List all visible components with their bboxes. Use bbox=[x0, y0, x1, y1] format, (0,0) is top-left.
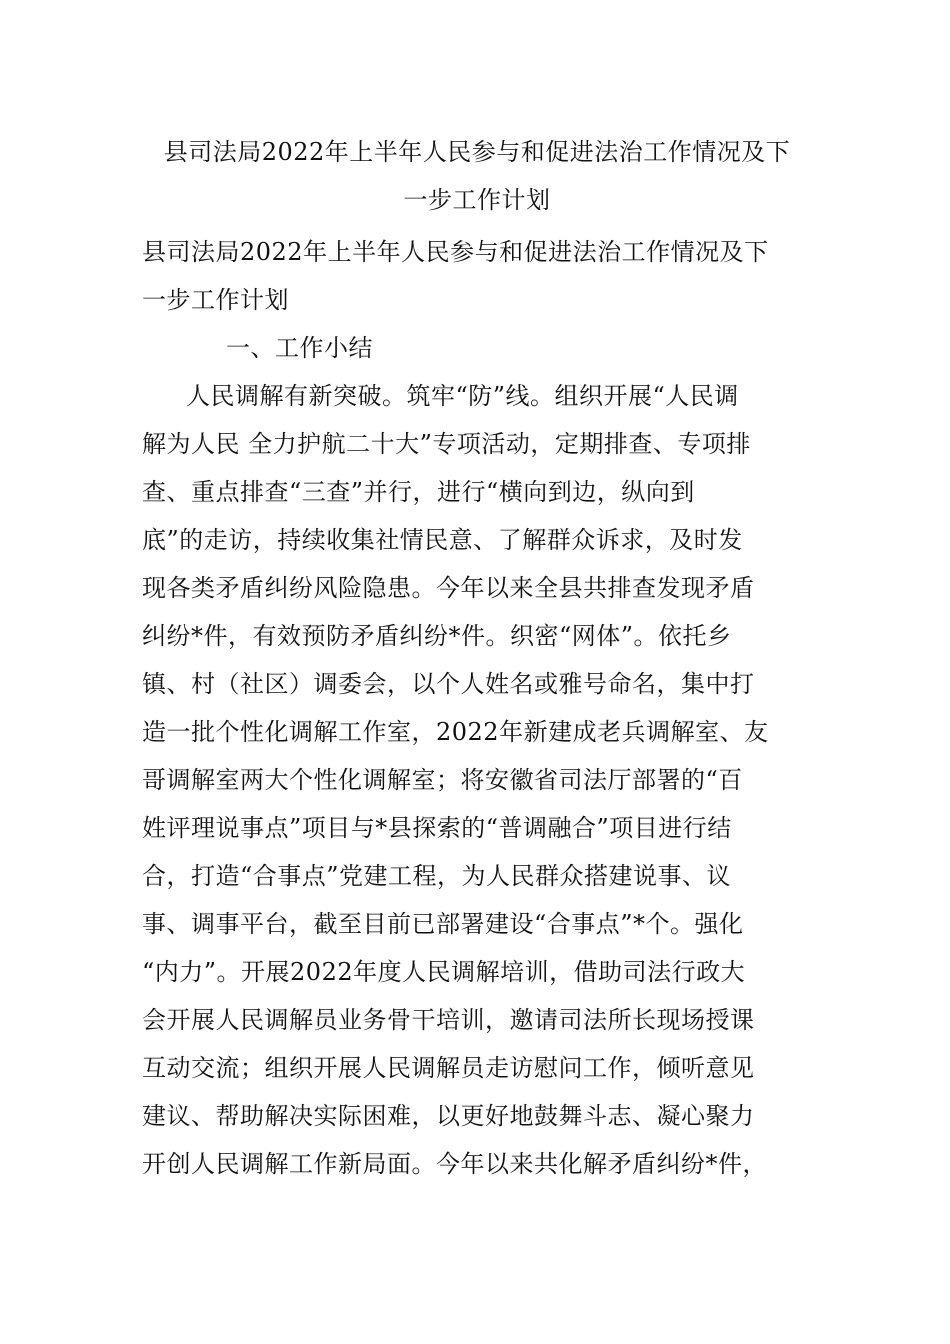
paragraph-line: 哥调解室两大个性化调解室；将安徽省司法厅部署的“百 bbox=[142, 766, 743, 794]
paragraph-line: “内力”。开展2022年度人民调解培训，借助司法行政大 bbox=[142, 958, 746, 986]
paragraph-line: 会开展人民调解员业务骨干培训，邀请司法所长现场授课 bbox=[142, 1006, 755, 1034]
paragraph bbox=[142, 372, 812, 1188]
paragraph-line: 纠纷*件，有效预防矛盾纠纷*件。织密“网体”。依托乡 bbox=[142, 622, 732, 650]
paragraph-line: 查、重点排查“三查”并行，进行“横向到边，纵向到 bbox=[142, 478, 695, 506]
paragraph-line: 解为人民 全力护航二十大”专项活动，定期排查、专项排 bbox=[142, 430, 751, 458]
section-heading: 一、工作小结 bbox=[226, 334, 373, 362]
paragraph-line: 合，打造“合事点”党建工程，为人民群众搭建说事、议 bbox=[142, 862, 732, 890]
paragraph-line: 开创人民调解工作新局面。今年以来共化解矛盾纠纷*件， bbox=[142, 1150, 767, 1178]
paragraph-line: 建议、帮助解决实际困难，以更好地鼓舞斗志、凝心聚力 bbox=[142, 1102, 755, 1130]
paragraph-line: 镇、村（社区）调委会，以个人姓名或雅号命名，集中打 bbox=[142, 670, 755, 698]
repeat-title-line: 一步工作计划 bbox=[142, 286, 289, 314]
document-title bbox=[142, 128, 812, 224]
paragraph-line: 造一批个性化调解工作室，2022年新建成老兵调解室、友 bbox=[142, 718, 769, 746]
title-line: 一步工作计划 bbox=[403, 186, 551, 214]
paragraph-line: 现各类矛盾纠纷风险隐患。今年以来全县共排查发现矛盾 bbox=[142, 574, 755, 602]
paragraph-line: 底”的走访，持续收集社情民意、了解群众诉求，及时发 bbox=[142, 526, 743, 554]
repeat-title-line: 县司法局2022年上半年人民参与和促进法治工作情况及下 bbox=[142, 238, 769, 266]
paragraph-line: 事、调事平台，截至目前已部署建设“合事点”*个。强化 bbox=[142, 910, 744, 938]
document-body bbox=[142, 228, 812, 1188]
title-line: 县司法局2022年上半年人民参与和促进法治工作情况及下 bbox=[163, 138, 791, 166]
paragraph-line: 互动交流；组织开展人民调解员走访慰问工作，倾听意见 bbox=[142, 1054, 755, 1082]
paragraph-line: 姓评理说事点”项目与*县探索的“普调融合”项目进行结 bbox=[142, 814, 732, 842]
paragraph-line: 人民调解有新突破。筑牢“防”线。组织开展“人民调 bbox=[186, 382, 739, 410]
